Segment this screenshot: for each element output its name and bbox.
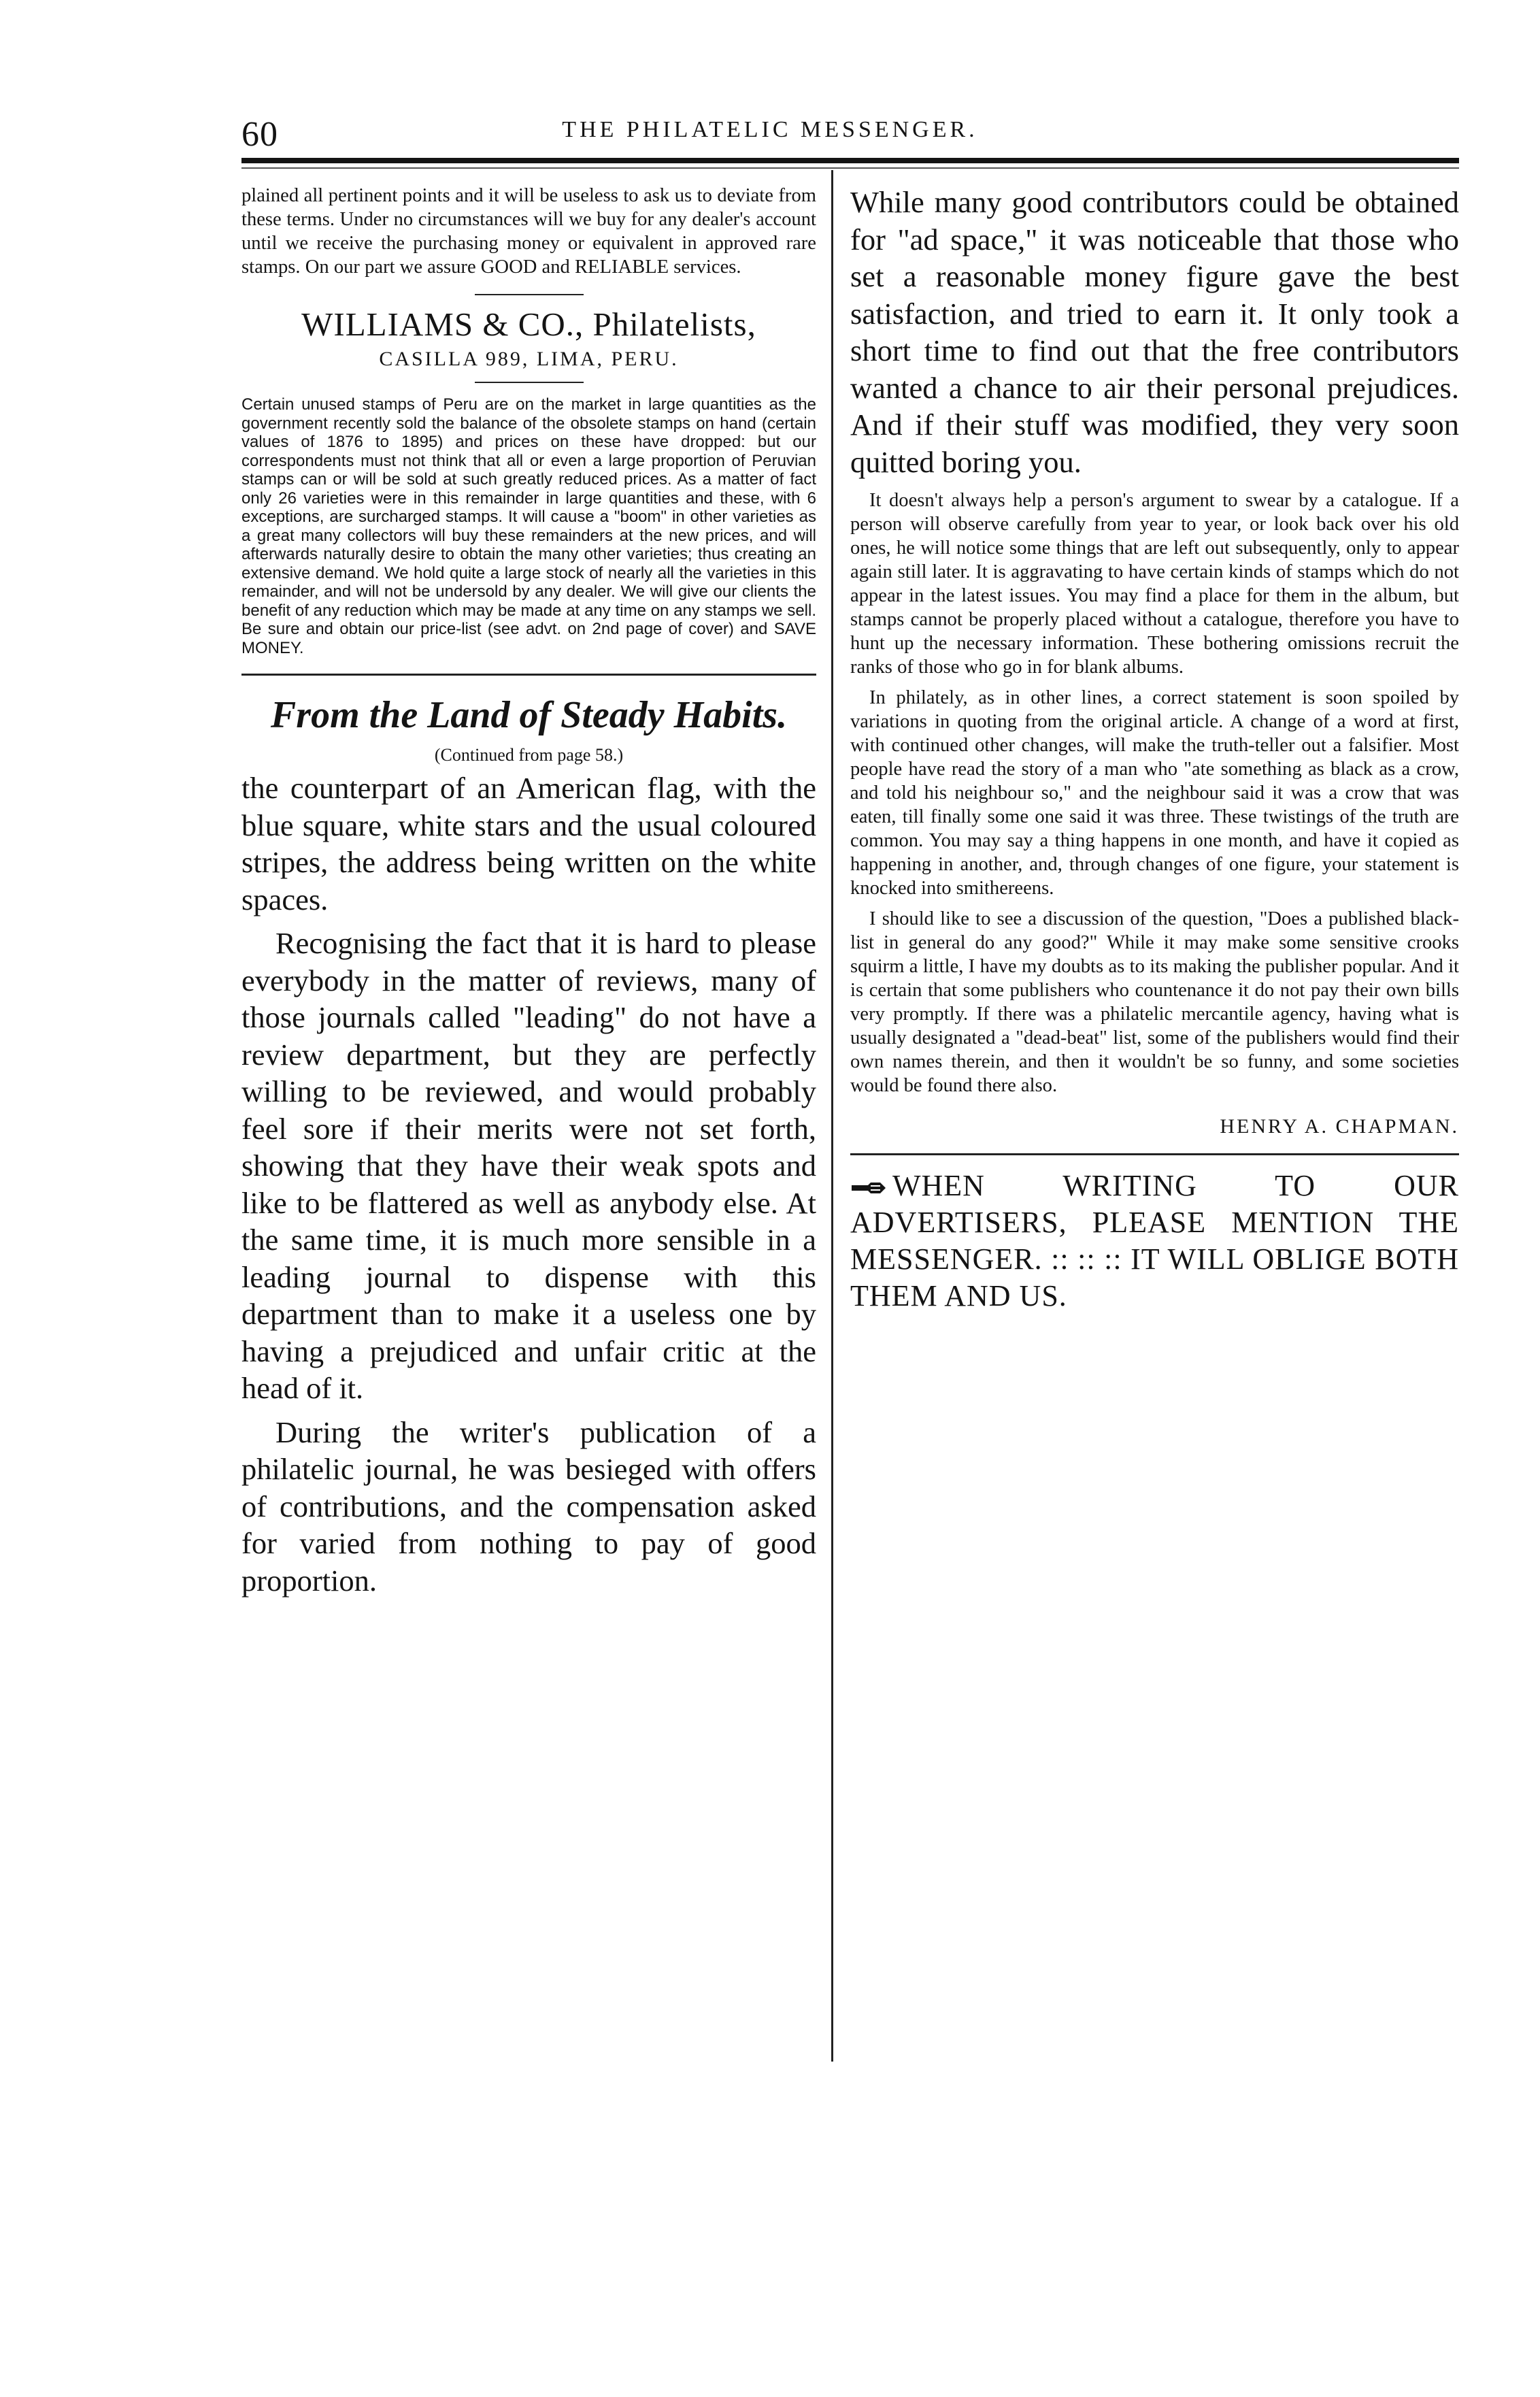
continued-note: (Continued from page 58.) (434, 745, 624, 765)
section-rule (850, 1153, 1459, 1155)
section-rule (241, 674, 816, 676)
article-paragraph: In philately, as in other lines, a correct statement is soon spoiled by variations in quoting from the original article. A change of a word at first, with continued other changes, will make the truth-teller out a falsifier. Most people have read the story of a man who "ate something as black as a crow, and told his neighbour so," and the neighbour said it was a crow that was eaten, till finally some one said it was three. These twistings of the truth are common. You may say a thing happens in one month, and have it copied as happening in another, and, through changes of one figure, your statement is knocked into smithereens. (850, 687, 1459, 899)
firm-address: CASILLA 989, LIMA, PERU. (379, 348, 679, 370)
article-paragraph: While many good contributors could be obtained for "ad space," it was noticeable that those who set a reasonable money figure gave the best satisfaction, and tried to earn it. It only took a short time to find out that the free contributors wanted a chance to air their personal prejudices. And if their stuff was modified, they very soon quitted boring you. (850, 185, 1459, 479)
article-body-right (850, 489, 1459, 1097)
article-paragraph: During the writer's publication of a philatelic journal, he was besieged with offers of contributions, and the compensation asked for varied from nothing to pay of good proportion. (241, 1415, 816, 1598)
firm-name: WILLIAMS & CO., Philatelists, (301, 305, 756, 343)
page-number: 60 (241, 115, 278, 154)
pointing-hand-icon (850, 1180, 887, 1197)
article-paragraph: the counterpart of an American flag, with the blue square, white stars and the usual coloured stripes, the address being written on the white spaces. (241, 771, 816, 916)
header-rule (241, 158, 1459, 163)
article-body-left (241, 770, 816, 1599)
right-column (850, 184, 1459, 1315)
divider-rule (475, 382, 584, 383)
advert-intro (241, 184, 816, 279)
author-signature: HENRY A. CHAPMAN. (1220, 1115, 1459, 1138)
article-body-right-lead (850, 184, 1459, 480)
running-head: THE PHILATELIC MESSENGER. (562, 117, 978, 142)
advertiser-notice (850, 1168, 1459, 1315)
header-rule-thin (241, 167, 1459, 169)
article-title: From the Land of Steady Habits. (270, 694, 788, 736)
intro-paragraph: plained all pertinent points and it will be useless to ask us to deviate from these terms. Under no circumstances will we buy for any dealer's account until we receive the purchasing money or equivalent in approved rare stamps. On our part we assure GOOD and RELIABLE services. (241, 185, 816, 278)
advert-body: Certain unused stamps of Peru are on the market in large quantities as the government recently sold the balance of the obsolete stamps on hand (certain values of 1876 to 1895) and prices on these have dropped: but our correspondents must not think that all or even a large proportion of Peruvian stamps can or will be sold at such greatly reduced prices. As a matter of fact only 26 varieties were in this remainder in large quantities and these, with 6 exceptions, are surcharged stamps. It will cause a "boom" in other varieties as a great many collectors will buy these remainders at the new prices, and will afterwards naturally desire to obtain the many other varieties; thus creating an extensive demand. We hold quite a large stock of nearly all the varieties in this remainder, and will not be undersold by any dealer. We will give our clients the benefit of any reduction which may be made at any time on any stamps we sell. Be sure and obtain our price-list (see advt. on 2nd page of cover) and SAVE MONEY. (241, 395, 816, 657)
article-paragraph: Recognising the fact that it is hard to please everybody in the matter of reviews, many of those journals called "leading" do not have a review department, but they are perfectly willing to be reviewed, and would probably feel sore if their merits were not set forth, showing that they have their weak spots and like to be flattered as well as anybody else. At the same time, it is much more sensible in a leading journal to dispense with this department than to make it a useless one by having a prejudiced and unfair critic at the head of it. (241, 926, 816, 1405)
left-column (241, 184, 816, 1599)
column-divider (831, 170, 833, 2062)
article-paragraph: It doesn't always help a person's argument to swear by a catalogue. If a person will observe carefully from year to year, or look back over his old ones, he will notice some things that are left out subsequently, only to appear again still later. It is aggravating to have certain kinds of stamps which do not appear in the latest issues. You may find a place for them in the album, but stamps cannot be properly placed without a catalogue, therefore you have to hunt up the necessary information. These bothering omissions recruit the ranks of those who go in for blank albums. (850, 490, 1459, 678)
divider-rule (475, 294, 584, 295)
article-paragraph: I should like to see a discussion of the question, "Does a published black-list in general do any good?" While it may make some sensitive crooks squirm a little, I have my doubts as to its making the publisher popular. And it is certain that some publishers who countenance it do not pay their own bills very promptly. If there was a philatelic mercantile agency, having what is usually designated a "dead-beat" list, some of the publishers would find their own names therein, and then it wouldn't be so funny, and some societies would be found there also. (850, 908, 1459, 1096)
notice-text: WHEN WRITING TO OUR ADVERTISERS, PLEASE MENTION THE MESSENGER. :: :: :: IT WILL OBLIGE BOTH THEM AND US. (850, 1169, 1459, 1312)
